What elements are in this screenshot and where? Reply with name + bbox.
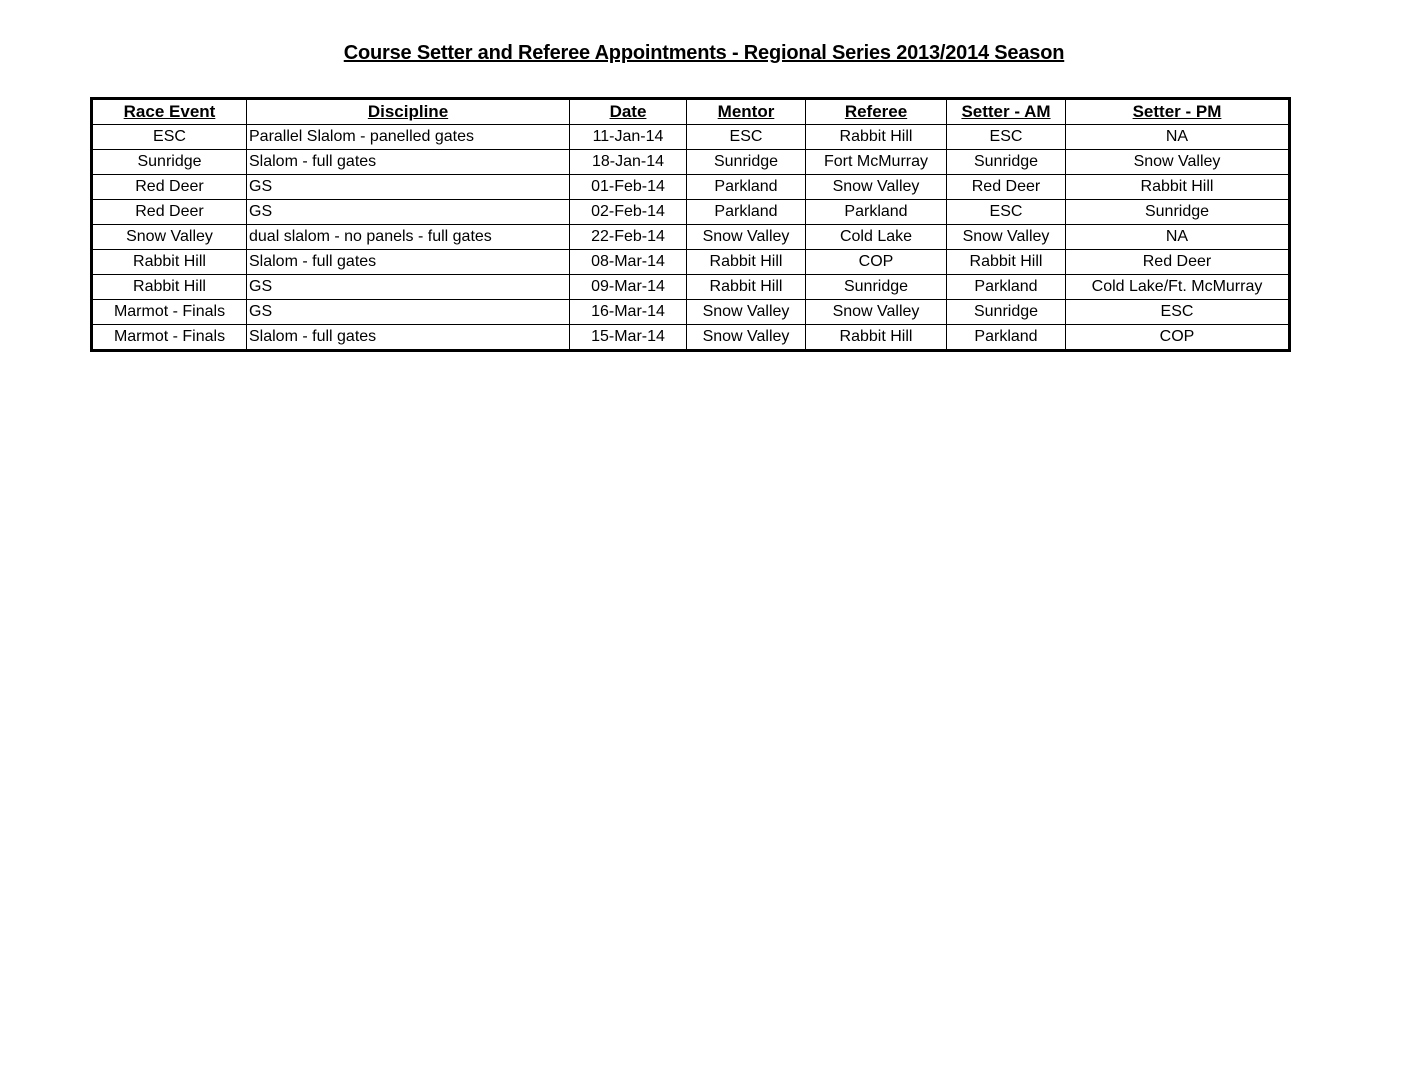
cell-referee: Fort McMurray xyxy=(806,150,947,175)
cell-referee: Snow Valley xyxy=(806,300,947,325)
cell-race-event: Marmot - Finals xyxy=(92,325,247,351)
cell-race-event: Rabbit Hill xyxy=(92,275,247,300)
table-row xyxy=(92,300,1290,325)
cell-mentor: Sunridge xyxy=(687,150,806,175)
cell-race-event: ESC xyxy=(92,125,247,150)
cell-race-event: Red Deer xyxy=(92,200,247,225)
cell-setter-am: Sunridge xyxy=(947,150,1066,175)
header-referee: Referee xyxy=(806,99,947,125)
cell-setter-pm: ESC xyxy=(1066,300,1290,325)
cell-setter-pm: Red Deer xyxy=(1066,250,1290,275)
cell-setter-pm: Sunridge xyxy=(1066,200,1290,225)
cell-discipline: GS xyxy=(247,300,570,325)
cell-setter-am: Rabbit Hill xyxy=(947,250,1066,275)
cell-referee: Rabbit Hill xyxy=(806,125,947,150)
cell-setter-pm: NA xyxy=(1066,125,1290,150)
header-mentor: Mentor xyxy=(687,99,806,125)
cell-setter-pm: COP xyxy=(1066,325,1290,351)
table-row xyxy=(92,175,1290,200)
cell-mentor: Snow Valley xyxy=(687,225,806,250)
cell-date: 08-Mar-14 xyxy=(570,250,687,275)
cell-discipline: Slalom - full gates xyxy=(247,325,570,351)
cell-setter-am: Red Deer xyxy=(947,175,1066,200)
cell-date: 22-Feb-14 xyxy=(570,225,687,250)
table-row xyxy=(92,325,1290,351)
cell-discipline: Slalom - full gates xyxy=(247,150,570,175)
header-setter-pm: Setter - PM xyxy=(1066,99,1290,125)
cell-date: 15-Mar-14 xyxy=(570,325,687,351)
cell-referee: Snow Valley xyxy=(806,175,947,200)
table-row xyxy=(92,125,1290,150)
header-date: Date xyxy=(570,99,687,125)
header-setter-am: Setter - AM xyxy=(947,99,1066,125)
cell-race-event: Marmot - Finals xyxy=(92,300,247,325)
table-row xyxy=(92,225,1290,250)
cell-race-event: Sunridge xyxy=(92,150,247,175)
cell-date: 16-Mar-14 xyxy=(570,300,687,325)
cell-race-event: Snow Valley xyxy=(92,225,247,250)
header-row xyxy=(92,99,1290,125)
cell-setter-am: ESC xyxy=(947,200,1066,225)
cell-referee: Sunridge xyxy=(806,275,947,300)
cell-referee: Cold Lake xyxy=(806,225,947,250)
table-row xyxy=(92,150,1290,175)
cell-setter-pm: Cold Lake/Ft. McMurray xyxy=(1066,275,1290,300)
cell-mentor: Snow Valley xyxy=(687,325,806,351)
cell-mentor: Rabbit Hill xyxy=(687,250,806,275)
cell-setter-pm: Snow Valley xyxy=(1066,150,1290,175)
document-title: Course Setter and Referee Appointments - Regional Series 2013/2014 Season xyxy=(343,42,1065,64)
cell-setter-am: Sunridge xyxy=(947,300,1066,325)
cell-discipline: GS xyxy=(247,175,570,200)
cell-date: 18-Jan-14 xyxy=(570,150,687,175)
cell-discipline: Parallel Slalom - panelled gates xyxy=(247,125,570,150)
cell-discipline: GS xyxy=(247,200,570,225)
cell-discipline: Slalom - full gates xyxy=(247,250,570,275)
appointments-table xyxy=(90,97,1291,352)
cell-setter-pm: NA xyxy=(1066,225,1290,250)
cell-date: 11-Jan-14 xyxy=(570,125,687,150)
cell-referee: Rabbit Hill xyxy=(806,325,947,351)
cell-referee: COP xyxy=(806,250,947,275)
table-row xyxy=(92,250,1290,275)
cell-date: 01-Feb-14 xyxy=(570,175,687,200)
cell-mentor: Snow Valley xyxy=(687,300,806,325)
cell-date: 02-Feb-14 xyxy=(570,200,687,225)
cell-setter-am: ESC xyxy=(947,125,1066,150)
cell-discipline: GS xyxy=(247,275,570,300)
cell-setter-pm: Rabbit Hill xyxy=(1066,175,1290,200)
cell-setter-am: Parkland xyxy=(947,275,1066,300)
table-row xyxy=(92,275,1290,300)
cell-mentor: Parkland xyxy=(687,175,806,200)
table-row xyxy=(92,200,1290,225)
header-discipline: Discipline xyxy=(247,99,570,125)
cell-setter-am: Parkland xyxy=(947,325,1066,351)
cell-mentor: Rabbit Hill xyxy=(687,275,806,300)
cell-date: 09-Mar-14 xyxy=(570,275,687,300)
cell-referee: Parkland xyxy=(806,200,947,225)
cell-race-event: Red Deer xyxy=(92,175,247,200)
cell-setter-am: Snow Valley xyxy=(947,225,1066,250)
header-race-event: Race Event xyxy=(92,99,247,125)
cell-discipline: dual slalom - no panels - full gates xyxy=(247,225,570,250)
cell-race-event: Rabbit Hill xyxy=(92,250,247,275)
cell-mentor: Parkland xyxy=(687,200,806,225)
cell-mentor: ESC xyxy=(687,125,806,150)
